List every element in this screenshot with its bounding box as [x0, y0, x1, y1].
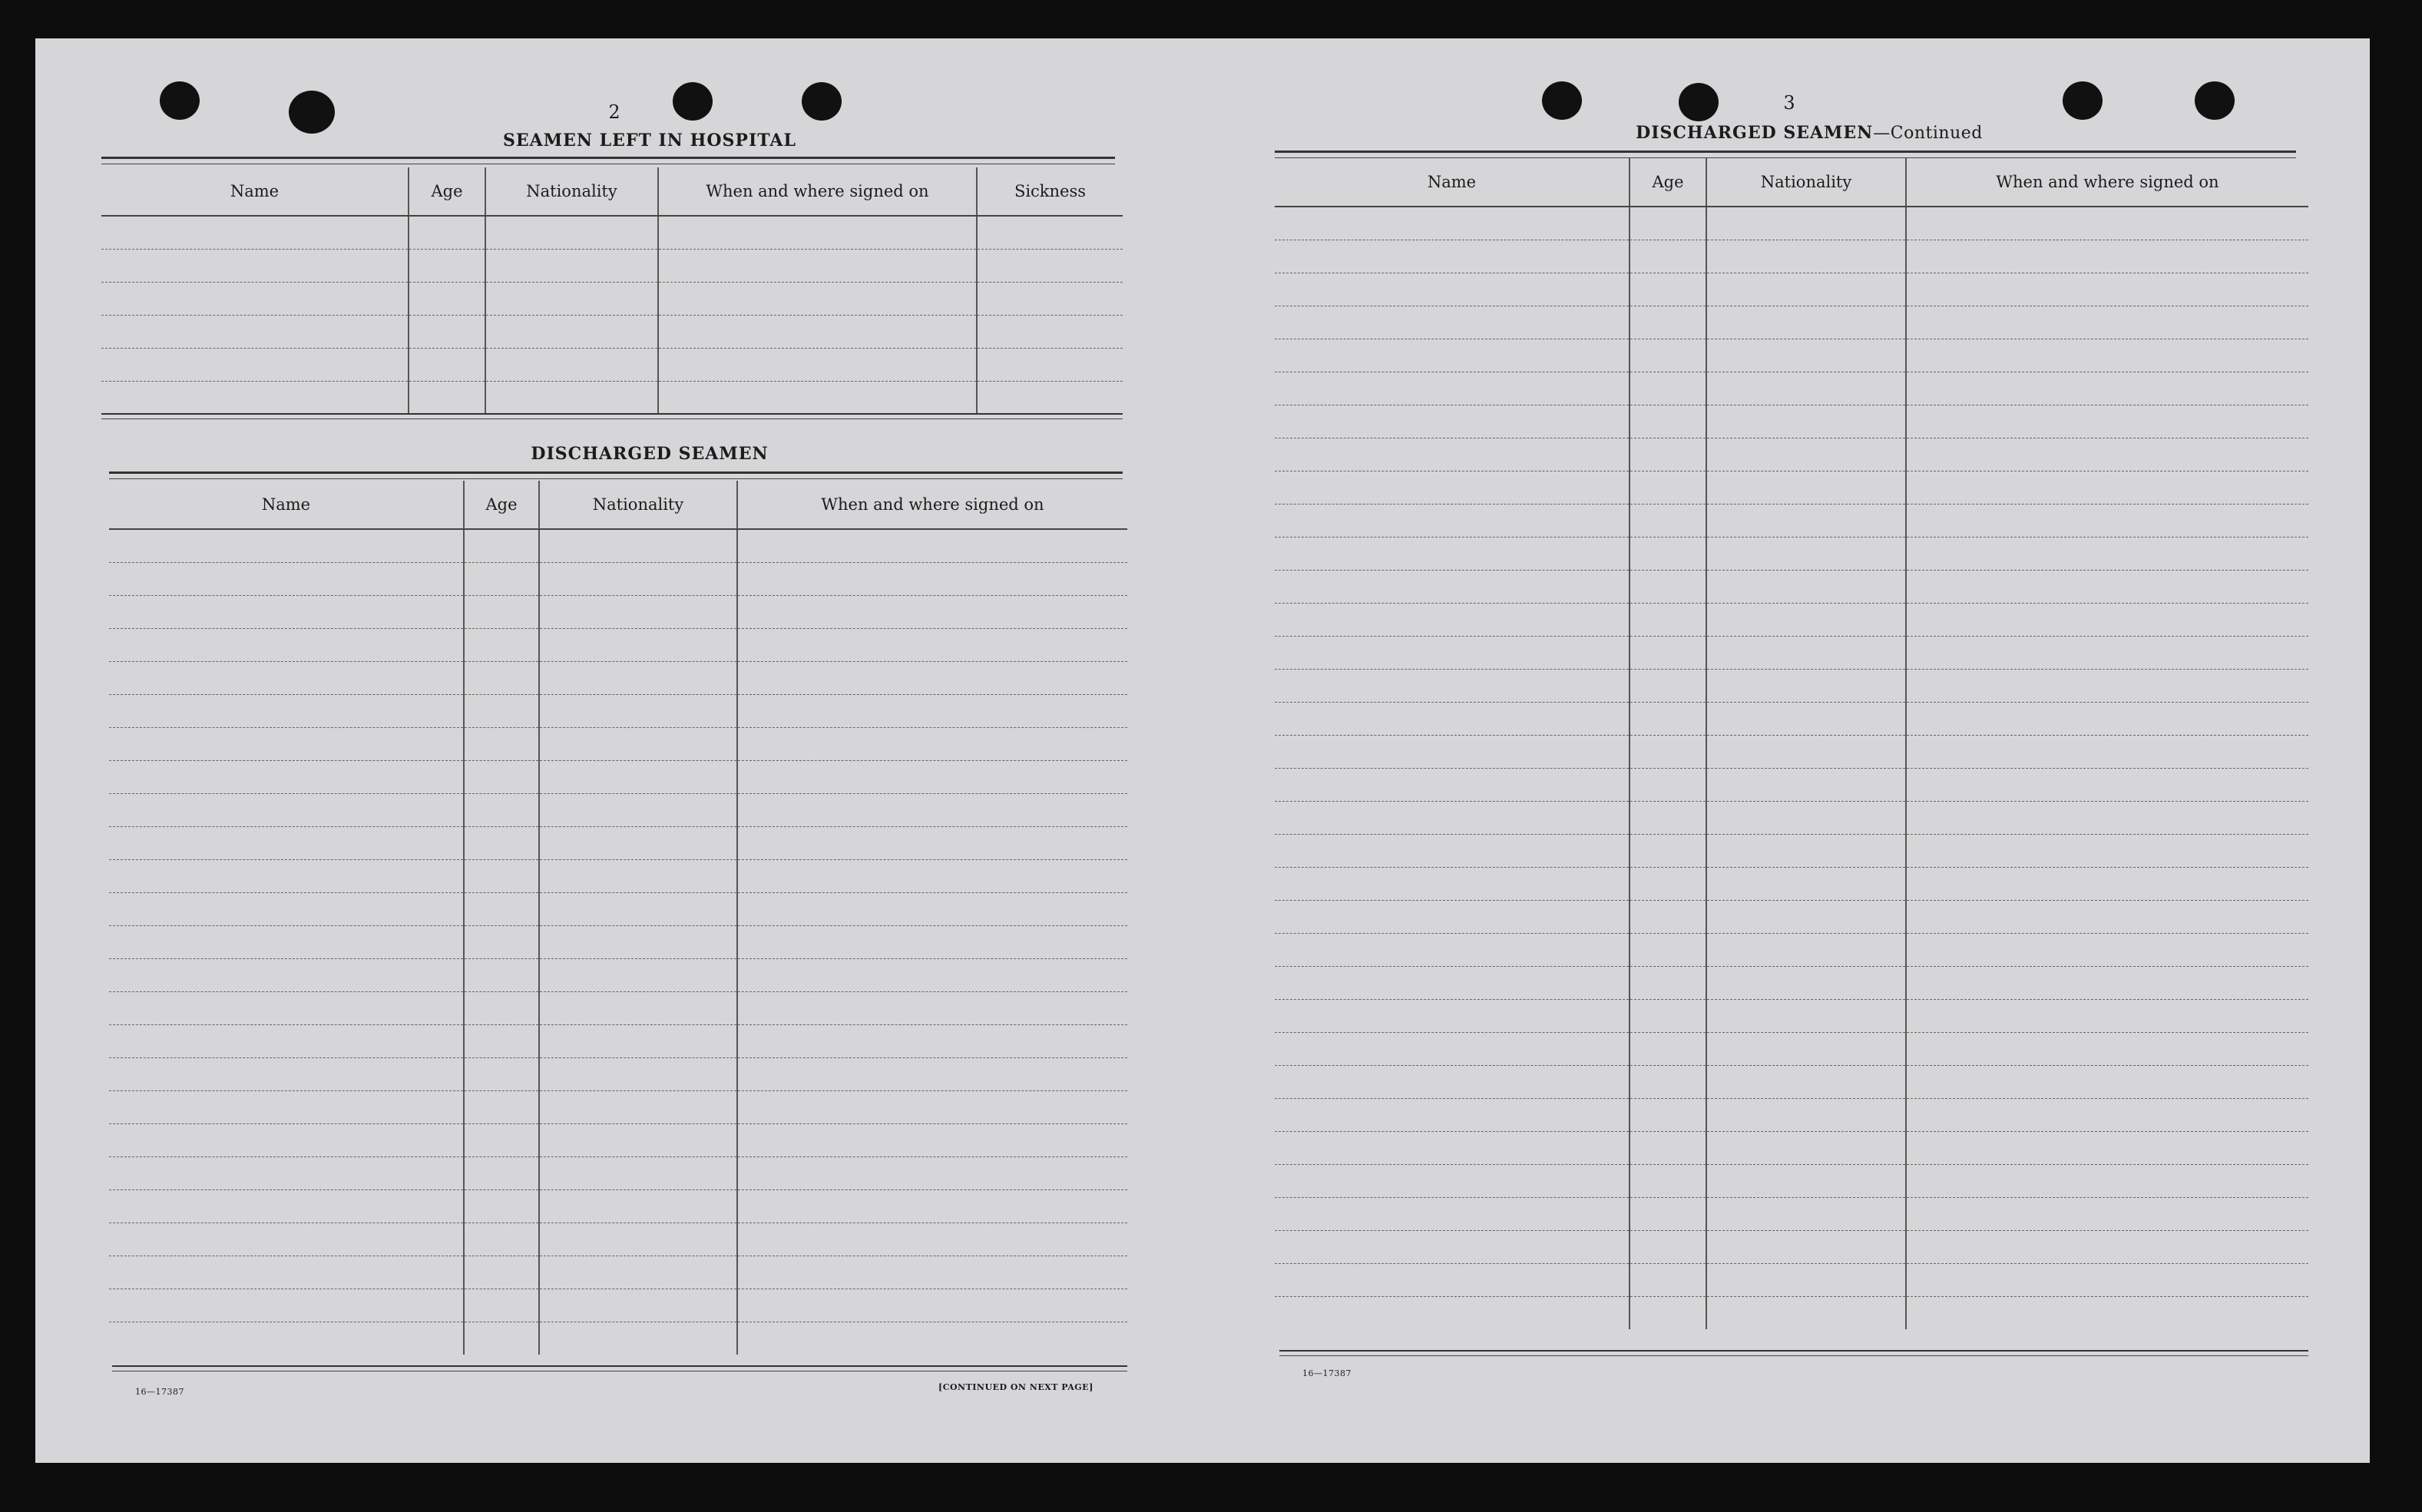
blank-cell[interactable]: [1275, 703, 1630, 736]
table-row: [1275, 1165, 2308, 1198]
blank-cell[interactable]: [1706, 405, 1906, 438]
table-row: [1275, 703, 2308, 736]
blank-cell[interactable]: [1630, 1033, 1706, 1066]
blank-cell[interactable]: [1630, 538, 1706, 571]
blank-cell[interactable]: [1706, 1231, 1906, 1264]
column-header: When and where signed on: [737, 481, 1127, 529]
blank-cell[interactable]: [1706, 1132, 1906, 1165]
table-row: [1275, 471, 2308, 505]
blank-cell[interactable]: [1275, 372, 1630, 405]
blank-cell[interactable]: [1275, 306, 1630, 339]
blank-cell[interactable]: [1630, 835, 1706, 868]
blank-cell[interactable]: [1630, 703, 1706, 736]
blank-cell[interactable]: [1275, 1066, 1630, 1099]
blank-cell[interactable]: [1706, 736, 1906, 769]
blank-cell[interactable]: [1630, 1099, 1706, 1132]
blank-cell[interactable]: [1906, 471, 2308, 505]
column-header: When and where signed on: [1906, 158, 2308, 207]
table-row: [1275, 538, 2308, 571]
blank-cell[interactable]: [1906, 637, 2308, 670]
blank-cell[interactable]: [1906, 802, 2308, 835]
form-number: 16—17387: [1302, 1368, 1352, 1378]
blank-cell[interactable]: [1906, 1000, 2308, 1033]
blank-cell[interactable]: [1906, 1165, 2308, 1198]
column-header: Name: [101, 167, 409, 216]
blank-cell[interactable]: [1630, 207, 1706, 240]
blank-cell[interactable]: [1706, 835, 1906, 868]
table-row: [1275, 901, 2308, 934]
table-row: [1275, 769, 2308, 802]
blank-cell[interactable]: [1906, 273, 2308, 306]
blank-cell[interactable]: [1906, 207, 2308, 240]
blank-cell[interactable]: [1706, 1033, 1906, 1066]
blank-cell[interactable]: [1275, 438, 1630, 471]
table-row: [1275, 306, 2308, 339]
blank-cell[interactable]: [1906, 339, 2308, 372]
blank-cell[interactable]: [1706, 967, 1906, 1000]
blank-cell[interactable]: [1275, 901, 1630, 934]
table-row: [1275, 637, 2308, 670]
blank-cell[interactable]: [1906, 538, 2308, 571]
blank-cell[interactable]: [1630, 306, 1706, 339]
blank-cell[interactable]: [1706, 273, 1906, 306]
continued-note: [CONTINUED ON NEXT PAGE]: [938, 1382, 1094, 1392]
table-row: [1275, 1297, 2308, 1330]
table-row: [1275, 207, 2308, 240]
blank-cell[interactable]: [1630, 1132, 1706, 1165]
blank-cell[interactable]: [1706, 1198, 1906, 1231]
table-row: [1275, 273, 2308, 306]
blank-cell[interactable]: [1630, 802, 1706, 835]
table-row: [1275, 405, 2308, 438]
hospital-section-title: SEAMEN LEFT IN HOSPITAL: [503, 131, 796, 151]
column-header: Nationality: [485, 167, 658, 216]
page-number: 2: [608, 101, 620, 123]
blank-cell[interactable]: [1630, 1198, 1706, 1231]
blank-cell[interactable]: [1906, 1066, 2308, 1099]
blank-cell[interactable]: [1906, 1033, 2308, 1066]
blank-cell[interactable]: [1275, 405, 1630, 438]
blank-cell[interactable]: [1630, 604, 1706, 637]
blank-cell[interactable]: [1275, 1099, 1630, 1132]
blank-cell[interactable]: [1906, 934, 2308, 967]
blank-cell[interactable]: [1630, 339, 1706, 372]
column-header: Nationality: [539, 481, 737, 529]
blank-cell[interactable]: [1275, 1231, 1630, 1264]
blank-cell[interactable]: [1906, 868, 2308, 901]
blank-cell[interactable]: [1630, 240, 1706, 273]
blank-cell[interactable]: [1706, 505, 1906, 538]
blank-cell[interactable]: [1706, 538, 1906, 571]
blank-cell[interactable]: [1630, 1297, 1706, 1330]
blank-cell[interactable]: [1906, 703, 2308, 736]
form-number: 16—17387: [135, 1387, 184, 1397]
blank-cell[interactable]: [1706, 604, 1906, 637]
blank-cell[interactable]: [1706, 1066, 1906, 1099]
blank-cell[interactable]: [1275, 1297, 1630, 1330]
blank-cell[interactable]: [1706, 306, 1906, 339]
blank-cell[interactable]: [1630, 372, 1706, 405]
blank-cell[interactable]: [1275, 736, 1630, 769]
blank-cell[interactable]: [1275, 802, 1630, 835]
table-row: [1275, 1066, 2308, 1099]
blank-cell[interactable]: [1630, 273, 1706, 306]
blank-cell[interactable]: [1275, 967, 1630, 1000]
double-rule: [1275, 151, 2296, 158]
blank-cell[interactable]: [1706, 571, 1906, 604]
blank-cell[interactable]: [1275, 207, 1630, 240]
blank-cell[interactable]: [1275, 1000, 1630, 1033]
blank-cell[interactable]: [1630, 471, 1706, 505]
blank-cell[interactable]: [1906, 1198, 2308, 1231]
blank-cell[interactable]: [1630, 1165, 1706, 1198]
blank-cell[interactable]: [1706, 1264, 1906, 1297]
blank-cell[interactable]: [1275, 1132, 1630, 1165]
document-sheet: [35, 38, 2370, 1463]
table-row: [1275, 868, 2308, 901]
blank-cell[interactable]: [1630, 736, 1706, 769]
blank-cell[interactable]: [1630, 967, 1706, 1000]
blank-cell[interactable]: [1706, 207, 1906, 240]
column-header: When and where signed on: [658, 167, 977, 216]
blank-cell[interactable]: [1906, 736, 2308, 769]
table-row: [1275, 1198, 2308, 1231]
blank-cell[interactable]: [1275, 339, 1630, 372]
page-number: 3: [1783, 92, 1795, 114]
blank-cell[interactable]: [1275, 1264, 1630, 1297]
blank-cell[interactable]: [1706, 769, 1906, 802]
blank-cell[interactable]: [1275, 505, 1630, 538]
blank-cell[interactable]: [1275, 637, 1630, 670]
blank-cell[interactable]: [1906, 1264, 2308, 1297]
blank-cell[interactable]: [1706, 438, 1906, 471]
blank-cell[interactable]: [1706, 471, 1906, 505]
blank-cell[interactable]: [1630, 1066, 1706, 1099]
blank-cell[interactable]: [1906, 306, 2308, 339]
table-row: [1275, 1033, 2308, 1066]
blank-cell[interactable]: [1275, 273, 1630, 306]
blank-cell[interactable]: [1630, 405, 1706, 438]
column-header: Name: [1275, 158, 1630, 207]
table-row: [1275, 438, 2308, 471]
table-row: [1275, 967, 2308, 1000]
blank-cell[interactable]: [1630, 637, 1706, 670]
blank-cell[interactable]: [1275, 1165, 1630, 1198]
table-row: [1275, 372, 2308, 405]
blank-cell[interactable]: [1275, 538, 1630, 571]
column-header: Age: [1630, 158, 1706, 207]
double-rule: [1279, 1350, 2308, 1356]
blank-cell[interactable]: [1275, 604, 1630, 637]
blank-cell[interactable]: [1706, 1000, 1906, 1033]
blank-cell[interactable]: [1630, 670, 1706, 703]
blank-cell[interactable]: [1906, 372, 2308, 405]
blank-cell[interactable]: [1630, 1231, 1706, 1264]
blank-cell[interactable]: [1706, 240, 1906, 273]
table-row: [1275, 802, 2308, 835]
blank-cell[interactable]: [1706, 670, 1906, 703]
blank-cell[interactable]: [1706, 868, 1906, 901]
continued-table: [1275, 158, 2308, 1329]
table-row: [1275, 240, 2308, 273]
blank-cell[interactable]: [1275, 471, 1630, 505]
column-header: Age: [464, 481, 539, 529]
table-row: [1275, 1099, 2308, 1132]
title-main: DISCHARGED SEAMEN: [1636, 123, 1874, 143]
blank-cell[interactable]: [1630, 1000, 1706, 1033]
blank-cell[interactable]: [1906, 240, 2308, 273]
blank-cell[interactable]: [1275, 571, 1630, 604]
blank-cell[interactable]: [1275, 1198, 1630, 1231]
blank-cell[interactable]: [1706, 637, 1906, 670]
blank-cell[interactable]: [1906, 405, 2308, 438]
table-row: [1275, 1264, 2308, 1297]
blank-cell[interactable]: [1906, 670, 2308, 703]
blank-cell[interactable]: [1906, 1099, 2308, 1132]
column-header: Name: [109, 481, 464, 529]
blank-cell[interactable]: [1630, 934, 1706, 967]
blank-cell[interactable]: [1275, 835, 1630, 868]
discharged-section-title: DISCHARGED SEAMEN: [531, 444, 769, 464]
blank-cell[interactable]: [1706, 339, 1906, 372]
blank-cell[interactable]: [1630, 868, 1706, 901]
blank-cell[interactable]: [1906, 967, 2308, 1000]
blank-cell[interactable]: [1906, 604, 2308, 637]
table-row: [1275, 835, 2308, 868]
blank-cell[interactable]: [1275, 934, 1630, 967]
blank-cell[interactable]: [1630, 769, 1706, 802]
table-row: [1275, 571, 2308, 604]
table-row: [1275, 339, 2308, 372]
blank-cell[interactable]: [1706, 1165, 1906, 1198]
column-header: Sickness: [977, 167, 1123, 216]
blank-cell[interactable]: [1906, 769, 2308, 802]
table-row: [1275, 1231, 2308, 1264]
blank-cell[interactable]: [1906, 1132, 2308, 1165]
table-row: [1275, 604, 2308, 637]
blank-cell[interactable]: [1906, 835, 2308, 868]
table-row: [1275, 670, 2308, 703]
blank-cell[interactable]: [1906, 1297, 2308, 1330]
blank-cell[interactable]: [1906, 901, 2308, 934]
blank-cell[interactable]: [1630, 505, 1706, 538]
table-row: [1275, 1000, 2308, 1033]
table-row: [1275, 934, 2308, 967]
blank-cell[interactable]: [1706, 703, 1906, 736]
blank-cell[interactable]: [1706, 1099, 1906, 1132]
table-row: [1275, 505, 2308, 538]
blank-cell[interactable]: [1906, 505, 2308, 538]
blank-cell[interactable]: [1275, 769, 1630, 802]
blank-cell[interactable]: [1275, 670, 1630, 703]
blank-cell[interactable]: [1630, 571, 1706, 604]
blank-cell[interactable]: [1630, 901, 1706, 934]
right-page: [35, 38, 2370, 1463]
blank-cell[interactable]: [1706, 1297, 1906, 1330]
blank-cell[interactable]: [1706, 372, 1906, 405]
column-header: Age: [409, 167, 485, 216]
blank-cell[interactable]: [1906, 1231, 2308, 1264]
blank-cell[interactable]: [1275, 1033, 1630, 1066]
blank-cell[interactable]: [1906, 571, 2308, 604]
table-row: [1275, 1132, 2308, 1165]
table-row: [1275, 736, 2308, 769]
title-suffix: —Continued: [1873, 124, 1983, 143]
blank-cell[interactable]: [1706, 934, 1906, 967]
blank-cell[interactable]: [1275, 868, 1630, 901]
blank-cell[interactable]: [1706, 802, 1906, 835]
blank-cell[interactable]: [1706, 901, 1906, 934]
discharged-continued-title: [1540, 123, 2078, 143]
blank-cell[interactable]: [1275, 240, 1630, 273]
column-header: Nationality: [1706, 158, 1906, 207]
blank-cell[interactable]: [1630, 438, 1706, 471]
blank-cell[interactable]: [1906, 438, 2308, 471]
blank-cell[interactable]: [1630, 1264, 1706, 1297]
